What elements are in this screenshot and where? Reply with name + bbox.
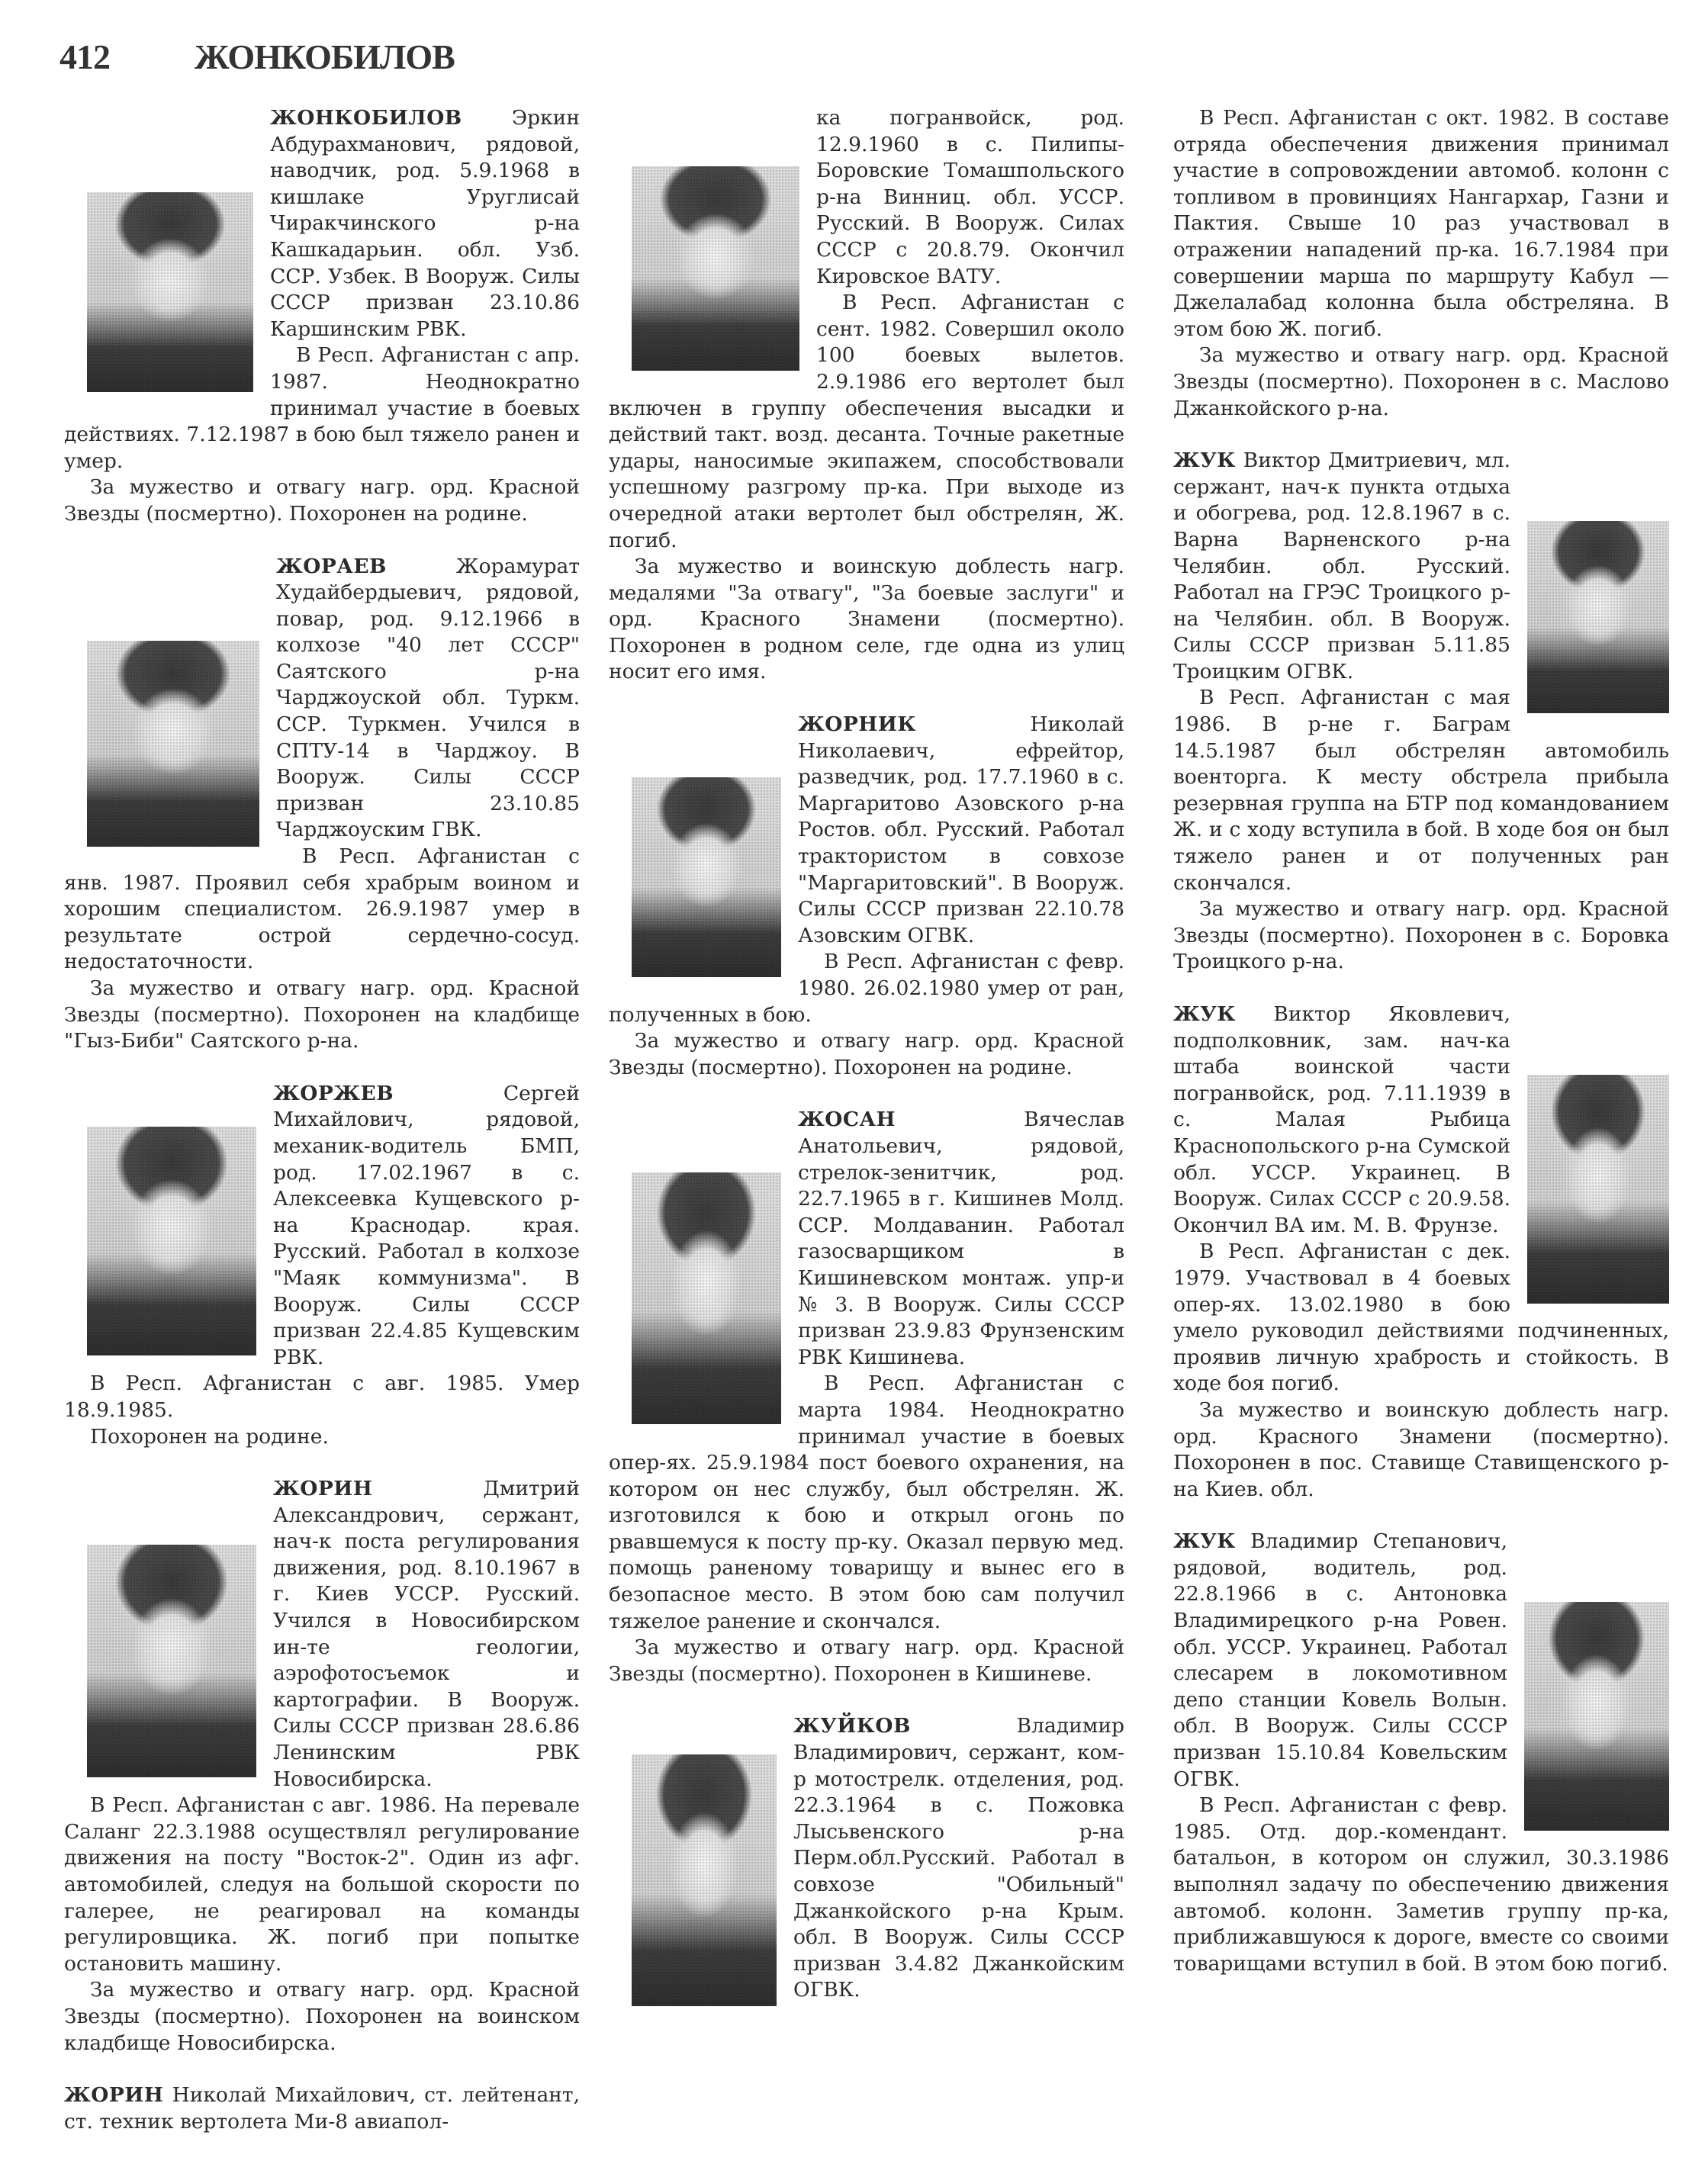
entry-intro: Вячеслав Анатольевич, рядовой, стрелок-зенитчик, род. 22.7.1965 в г. Кишинев Молд. ССР. Молдаванин. Работал газосварщиком в Кишиневском монтаж. упр-и № 3. В Вооруж. Силы СССР призван 23.9.83 Фрунзенским РВК Кишинева.	[798, 1108, 1124, 1369]
entry-surname: ЖУК	[1173, 449, 1236, 473]
entry-surname: ЖУК	[1173, 1002, 1236, 1026]
entry-zhoraev	[64, 554, 580, 1055]
entry-paragraph: В Респ. Афганистан с дек. 1979. Участвовал в 4 боевых опер-ях. 13.02.1980 в бою умело руководил действиями подчиненных, проявив личную храбрость и стойкость. В ходе боя погиб.	[1173, 1240, 1669, 1396]
portrait-photo	[1527, 521, 1669, 713]
entry-zhuikov-continued	[1173, 105, 1669, 422]
portrait-photo	[632, 777, 781, 977]
entry-intro: Владимир Владимирович, сержант, ком-р мотострелк. отделения, род. 22.3.1964 в с. Пожовка Лысьвенского р-на Перм.обл.Русский. Работал в совхозе "Обильный" Джанкойского р-на Крым. обл. В Вооруж. Силы СССР призван 3.4.82 Джанкойским ОГВК.	[793, 1714, 1124, 2002]
entry-paragraph: За мужество и отвагу нагр. орд. Красной Звезды (посмертно). Похоронен в с. Маслово Джанкойского р-на.	[1173, 343, 1669, 420]
entry-paragraph: В Респ. Афганистан с апр. 1987. Неоднократно принимал участие в боевых действиях. 7.12.1987 в бою был тяжело ранен и умер.	[64, 343, 580, 473]
entry-intro: Дмитрий Александрович, сержант, нач-к поста регулирования движения, род. 8.10.1967 в г. Киев УССР. Русский. Учился в Новосибирском ин-те геологии, аэрофотосъемок и картографии. В Вооруж. Силы СССР призван 28.6.86 Ленинским РВК Новосибирска.	[273, 1477, 580, 1791]
entry-surname: ЖОРЖЕВ	[273, 1081, 394, 1105]
entry-paragraph: Похоронен на родине.	[90, 1424, 329, 1449]
entry-intro: Виктор Дмитриевич, мл. сержант, нач-к пункта отдыха и обогрева, род. 12.8.1967 в с. Варна Варненского р-на Челябин. обл. Русский. Работал на ГРЭС Троицкого р-на Челябин. обл. В Вооруж. Силы СССР призван 5.11.85 Троицким ОГВК.	[1173, 449, 1510, 683]
entry-surname: ЖОРИН	[64, 2083, 164, 2108]
entry-paragraph: За мужество и отвагу нагр. орд. Красной Звезды (посмертно). Похоронен в Кишиневе.	[609, 1635, 1124, 1686]
portrait-photo	[87, 192, 253, 392]
entry-paragraph: В Респ. Афганистан с марта 1984. Неоднократно принимал участие в боевых опер-ях. 25.9.1984 пост боевого охранения, на котором он нес службу, был обстрелян. Ж. изготовился к бою и открыл огонь по рвавшемуся к посту пр-ку. Оказал первую мед. помощь раненому товарищу и вынес его в безопасное место. В этом бою сам получил тяжелое ранение и скончался.	[609, 1372, 1124, 1633]
entry-zhorzhev	[64, 1081, 580, 1450]
entry-paragraph: За мужество и отвагу нагр. орд. Красной Звезды (посмертно). Похоронен на родине.	[609, 1029, 1124, 1079]
portrait-photo	[87, 1127, 256, 1355]
entry-surname: ЖОНКОБИЛОВ	[270, 106, 462, 130]
entry-paragraph: В Респ. Афганистан с мая 1986. В р-не г. Баграм 14.5.1987 был обстрелян автомобиль военторга. К месту обстрела прибыла резервная группа на БТР под командованием Ж. и с ходу вступила в бой. В ходе боя он был тяжело ранен и от полученных ран скончался.	[1173, 686, 1669, 895]
portrait-photo	[632, 1754, 777, 2006]
entry-paragraph: За мужество и воинскую доблесть нагр. медалями "За отвагу", "За боевые заслуги" и орд. Красного Знамени (посмертно). Похоронен в родном селе, где одна из улиц носит его имя.	[609, 555, 1124, 684]
entry-intro: Николай Николаевич, ефрейтор, разведчик, род. 17.7.1960 в с. Маргаритово Азовского р-на Ростов. обл. Русский. Работал трактористом в совхозе "Маргаритовский". В Вооруж. Силы СССР призван 22.10.78 Азовским ОГВК.	[798, 712, 1124, 947]
portrait-photo	[632, 166, 799, 371]
entry-zhonkobilov	[64, 105, 580, 528]
running-head: ЖОНКОБИЛОВ	[195, 37, 455, 76]
entry-paragraph: За мужество и отвагу нагр. орд. Красной Звезды (посмертно). Похоронен на воинском кладбище Новосибирска.	[64, 1978, 580, 2055]
entry-paragraph: В Респ. Афганистан с окт. 1982. В составе отряда обеспечения движения принимал участие в сопровождении автомоб. колонн с топливом в провинциях Нангархар, Газни и Пактия. Свыше 10 раз участвовал в отражении нападений пр-ка. 16.7.1984 при совершении марша по маршруту Кабул — Джелалабад колонна была обстреляна. В этом бою Ж. погиб.	[1173, 106, 1669, 341]
entry-intro: Сергей Михайлович, рядовой, механик-водитель БМП, род. 17.02.1967 в с. Алексеевка Кущевского р-на Краснодар. края. Русский. Работал в колхозе "Маяк коммунизма". В Вооруж. Силы СССР призван 22.4.85 Кущевским РВК.	[273, 1081, 580, 1369]
column-1	[64, 105, 580, 2161]
entry-paragraph: В Респ. Афганистан с авг. 1986. На перевале Саланг 22.3.1988 осуществлял регулирование движения на посту "Восток-2". Один из афг. автомобилей, следуя на большой скорости по галерее, не реагировал на команды регулировщика. Ж. погиб при попытке остановить машину.	[64, 1793, 580, 1976]
entry-intro: Николай Михайлович, ст. лейтенант, ст. техник вертолета Ми-8 авиапол-	[64, 2083, 580, 2134]
entry-zhorin-dmitry	[64, 1476, 580, 2056]
entry-paragraph: В Респ. Афганистан с февр. 1980. 26.02.1980 умер от ран, полученных в бою.	[609, 950, 1124, 1027]
entry-paragraph: За мужество и отвагу нагр. орд. Красной Звезды (посмертно). Похоронен на кладбище "Гыз-Биби" Саятского р-на.	[64, 976, 580, 1053]
page-number: 412	[60, 37, 110, 76]
entry-paragraph: В Респ. Афганистан с янв. 1987. Проявил себя храбрым воином и хорошим специалистом. 26.9.1987 умер в результате острой сердечно-сосуд. недостаточности.	[64, 844, 580, 974]
entry-zhorin-nikolai	[64, 2082, 580, 2135]
entry-continuation: ка погранвойск, род. 12.9.1960 в с. Пилипы-Боровские Томашпольского р-на Винниц. обл. УССР. Русский. В Вооруж. Силах СССР с 20.8.79. Окончил Кировское ВАТУ.	[816, 106, 1124, 288]
entry-surname: ЖУК	[1173, 1529, 1236, 1554]
portrait-photo	[632, 1172, 781, 1424]
entry-paragraph: В Респ. Афганистан с сент. 1982. Совершил около 100 боевых вылетов. 2.9.1986 его вертолет был включен в группу обеспечения высадки и действий такт. возд. десанта. Точные ракетные удары, наносимые экипажем, способствовали успешному разгрому пр-ка. При выходе из очередной атаки вертолет был обстрелян, Ж. погиб.	[609, 291, 1124, 552]
entry-paragraph: За мужество и воинскую доблесть нагр. орд. Красного Знамени (посмертно). Похоронен в пос. Ставище Ставищенского р-на Киев. обл.	[1173, 1397, 1669, 1501]
entry-zhosan	[609, 1107, 1124, 1687]
entry-surname: ЖОРНИК	[798, 712, 916, 737]
entry-intro: Виктор Яковлевич, подполковник, зам. нач-ка штаба воинской части погранвойск, род. 7.11.1939 в с. Малая Рыбица Краснопольского р-на Сумской обл. УССР. Украинец. В Вооруж. Силах СССР с 20.9.58. Окончил ВА им. М. В. Фрунзе.	[1173, 1002, 1510, 1237]
portrait-photo	[87, 1545, 256, 1777]
entry-zhorin-nikolai-continued	[609, 105, 1124, 686]
column-2	[609, 105, 1124, 2037]
entry-paragraph: В Респ. Афганистан с февр. 1985. Отд. дор.-комендант. батальон, в котором он служил, 30.3.1986 выполнял задачу по обеспечению движения автомоб. колонн. Заметив группу пр-ка, приближавшуюся к дороге, вместе со своими товарищами вступил в бой. В этом бою погиб.	[1173, 1793, 1669, 1976]
entry-paragraph: За мужество и отвагу нагр. орд. Красной Звезды (посмертно). Похоронен в с. Боровка Троицкого р-на.	[1173, 897, 1669, 974]
portrait-photo	[87, 641, 259, 847]
entry-surname: ЖУЙКОВ	[793, 1714, 911, 1738]
entry-surname: ЖОСАН	[798, 1108, 896, 1132]
entry-intro: Жорамурат Худайбердыевич, рядовой, повар, род. 9.12.1966 в колхозе "40 лет СССР" Саятского р-на Чарджоуской обл. Туркм. ССР. Туркмен. Учился в СПТУ-14 в Чарджоу. В Вооруж. Силы СССР призван 23.10.85 Чарджоуским ГВК.	[276, 554, 580, 842]
entry-paragraph: В Респ. Афганистан с авг. 1985. Умер 18.9.1985.	[64, 1372, 580, 1422]
entry-zhuikov	[609, 1713, 1124, 2011]
entry-intro: Эркин Абдурахманович, рядовой, наводчик, род. 5.9.1968 в кишлаке Уруглисай Чиракчинского р-на Кашкадарьин. обл. Узб. ССР. Узбек. В Вооруж. Силы СССР призван 23.10.86 Каршинским РВК.	[270, 106, 580, 341]
entry-zhuk-viktor-ya	[1173, 1002, 1669, 1503]
entry-surname: ЖОРИН	[273, 1477, 373, 1501]
entry-surname: ЖОРАЕВ	[276, 554, 387, 578]
entry-zhuk-vladimir	[1173, 1529, 1669, 1977]
entry-zhornik	[609, 712, 1124, 1081]
entry-intro: Владимир Степанович, рядовой, водитель, род. 22.8.1966 в с. Антоновка Владимирецкого р-на Ровен. обл. УССР. Украинец. Работал слесарем в локомотивном депо станции Ковель Волын. обл. В Вооруж. Силы СССР призван 15.10.84 Ковельским ОГВК.	[1173, 1529, 1507, 1791]
entry-paragraph: За мужество и отвагу нагр. орд. Красной Звезды (посмертно). Похоронен на родине.	[64, 475, 580, 526]
portrait-photo	[1527, 1075, 1669, 1304]
column-3	[1173, 105, 1669, 2003]
entry-zhuk-viktor-d	[1173, 448, 1669, 976]
portrait-photo	[1524, 1602, 1669, 1831]
